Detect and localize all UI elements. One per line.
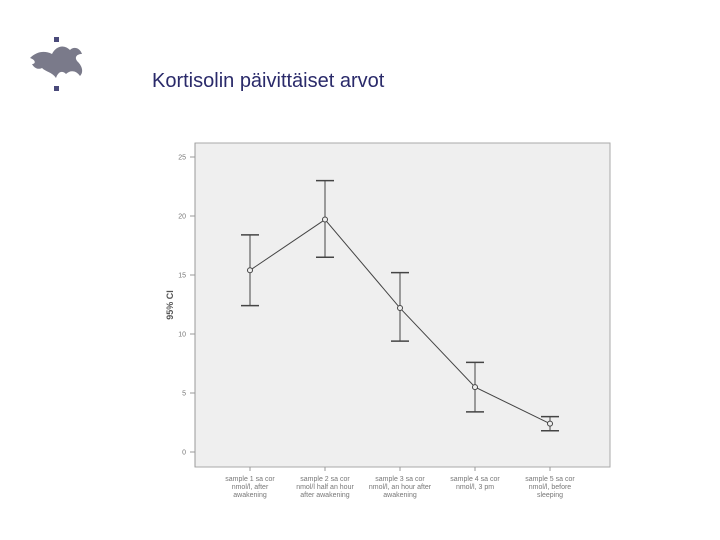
x-category-label: nmol/l half an hour xyxy=(296,484,354,491)
mean-point xyxy=(473,385,478,390)
x-category-label: sample 3 sa cor xyxy=(375,476,425,483)
x-category-label: nmol/l, an hour after xyxy=(368,484,432,491)
x-axis-labels xyxy=(225,467,575,499)
mean-point xyxy=(398,306,403,311)
x-category-label: nmol/l, 3 pm xyxy=(455,484,495,491)
x-category-label: after awakening xyxy=(300,492,350,499)
x-category-label: sample 2 sa cor xyxy=(300,476,350,483)
logo-square-bottom xyxy=(54,86,59,91)
x-category-label: sample 4 sa cor xyxy=(450,476,500,483)
y-tick-label: 15 xyxy=(178,272,186,280)
x-category-label: nmol/l, after xyxy=(231,484,269,491)
logo-square-top xyxy=(54,37,59,42)
y-axis-ticks xyxy=(178,155,195,457)
mean-point xyxy=(248,268,253,273)
error-bar-chart xyxy=(150,140,620,500)
logo-flame-shape xyxy=(30,47,82,78)
y-tick-label: 20 xyxy=(178,213,186,221)
university-logo-icon xyxy=(22,28,92,98)
y-tick-label: 0 xyxy=(182,449,186,457)
y-tick-label: 5 xyxy=(182,390,186,398)
y-tick-label: 25 xyxy=(178,154,186,162)
y-axis-title: 95% CI xyxy=(165,290,175,320)
x-category-label: sample 1 sa cor xyxy=(225,476,275,483)
y-tick-label: 10 xyxy=(178,331,186,339)
x-category-label: awakening xyxy=(383,492,417,499)
mean-point xyxy=(548,421,553,426)
x-category-label: sample 5 sa cor xyxy=(525,476,575,483)
x-category-label: awakening xyxy=(233,492,267,499)
x-category-label: nmol/l, before xyxy=(528,484,572,491)
x-category-label: sleeping xyxy=(536,492,564,499)
mean-point xyxy=(323,217,328,222)
slide-title: Kortisolin päivittäiset arvot xyxy=(152,70,385,92)
